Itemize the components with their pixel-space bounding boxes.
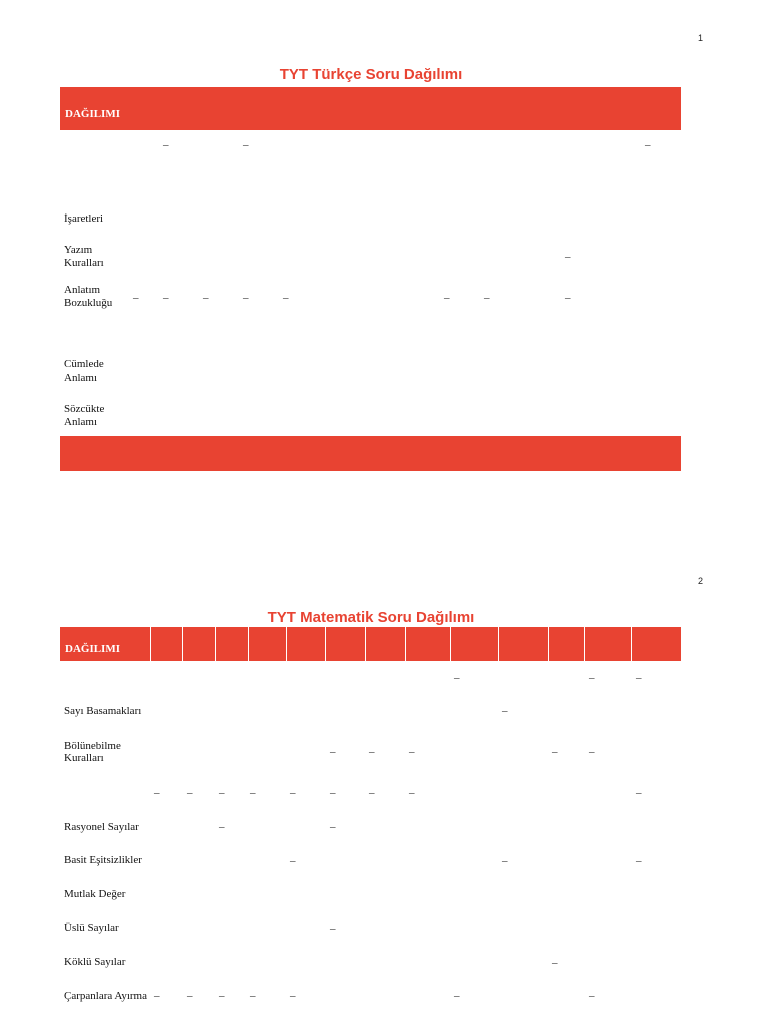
dash-cell: – — [636, 672, 642, 684]
column-divider — [631, 627, 632, 661]
table-row-label: Anlamı — [64, 372, 97, 384]
dash-cell: – — [330, 746, 336, 758]
dash-cell: – — [589, 746, 595, 758]
column-divider — [450, 627, 451, 661]
dash-cell: – — [250, 990, 256, 1002]
table-row-label: Mutlak Değer — [64, 888, 126, 900]
table-row-label: Cümlede — [64, 358, 104, 370]
dash-cell: – — [250, 787, 256, 799]
dash-cell: – — [589, 990, 595, 1002]
dash-cell: – — [454, 672, 460, 684]
dash-cell: – — [290, 787, 296, 799]
dash-cell: – — [636, 855, 642, 867]
dash-cell: – — [645, 139, 651, 151]
table-row-label: Basit Eşitsizlikler — [64, 854, 142, 866]
table-header — [60, 87, 681, 130]
page-number: 2 — [698, 576, 704, 586]
table-row-label: Sayı Basamakları — [64, 705, 142, 717]
dash-cell: – — [163, 139, 169, 151]
dash-cell: – — [484, 292, 490, 304]
dash-cell: – — [133, 292, 139, 304]
table-row-label: Rasyonel Sayılar — [64, 821, 139, 833]
dash-cell: – — [565, 251, 571, 263]
dash-cell: – — [636, 787, 642, 799]
table-row-label: Bölünebilme — [64, 740, 121, 752]
dash-cell: – — [290, 855, 296, 867]
page-number: 1 — [698, 33, 704, 43]
column-divider — [286, 627, 287, 661]
dash-cell: – — [219, 821, 225, 833]
table-row-label: Yazım — [64, 244, 93, 256]
dash-cell: – — [203, 292, 209, 304]
dash-cell: – — [502, 855, 508, 867]
table-row-label: Bozukluğu — [64, 297, 113, 309]
table-footer — [60, 436, 681, 471]
dash-cell: – — [454, 990, 460, 1002]
dash-cell: – — [369, 787, 375, 799]
dash-cell: – — [243, 139, 249, 151]
dash-cell: – — [369, 746, 375, 758]
dash-cell: – — [219, 787, 225, 799]
dash-cell: – — [409, 746, 415, 758]
dash-cell: – — [283, 292, 289, 304]
table-header — [60, 627, 681, 661]
column-divider — [405, 627, 406, 661]
dash-cell: – — [444, 292, 450, 304]
table-row-label: Çarpanlara Ayırma — [64, 990, 147, 1002]
column-divider — [584, 627, 585, 661]
table-row-label: Üslü Sayılar — [64, 922, 119, 934]
dash-cell: – — [502, 705, 508, 717]
page-title: TYT Türkçe Soru Dağılımı — [279, 66, 463, 83]
column-divider — [548, 627, 549, 661]
dash-cell: – — [187, 787, 193, 799]
dash-cell: – — [330, 821, 336, 833]
page-title: TYT Matematik Soru Dağılımı — [267, 609, 475, 626]
header-label: DAĞILIMI — [65, 108, 121, 120]
dash-cell: – — [154, 787, 160, 799]
header-label: DAĞILIMI — [65, 643, 121, 655]
table-row-label: Kuralları — [64, 752, 104, 764]
dash-cell: – — [565, 292, 571, 304]
table-row-label: Sözcükte — [64, 403, 105, 415]
dash-cell: – — [290, 990, 296, 1002]
dash-cell: – — [243, 292, 249, 304]
table-row-label: Kuralları — [64, 257, 104, 269]
column-divider — [182, 627, 183, 661]
column-divider — [215, 627, 216, 661]
column-divider — [498, 627, 499, 661]
dash-cell: – — [219, 990, 225, 1002]
dash-cell: – — [552, 957, 558, 969]
dash-cell: – — [154, 990, 160, 1002]
column-divider — [365, 627, 366, 661]
column-divider — [325, 627, 326, 661]
column-divider — [248, 627, 249, 661]
dash-cell: – — [187, 990, 193, 1002]
dash-cell: – — [163, 292, 169, 304]
table-row-label: İşaretleri — [64, 213, 104, 225]
dash-cell: – — [409, 787, 415, 799]
dash-cell: – — [552, 746, 558, 758]
dash-cell: – — [330, 787, 336, 799]
table-row-label: Anlamı — [64, 416, 97, 428]
table-row-label: Anlatım — [64, 284, 101, 296]
table-row-label: Köklü Sayılar — [64, 956, 126, 968]
column-divider — [150, 627, 151, 661]
dash-cell: – — [330, 923, 336, 935]
dash-cell: – — [589, 672, 595, 684]
